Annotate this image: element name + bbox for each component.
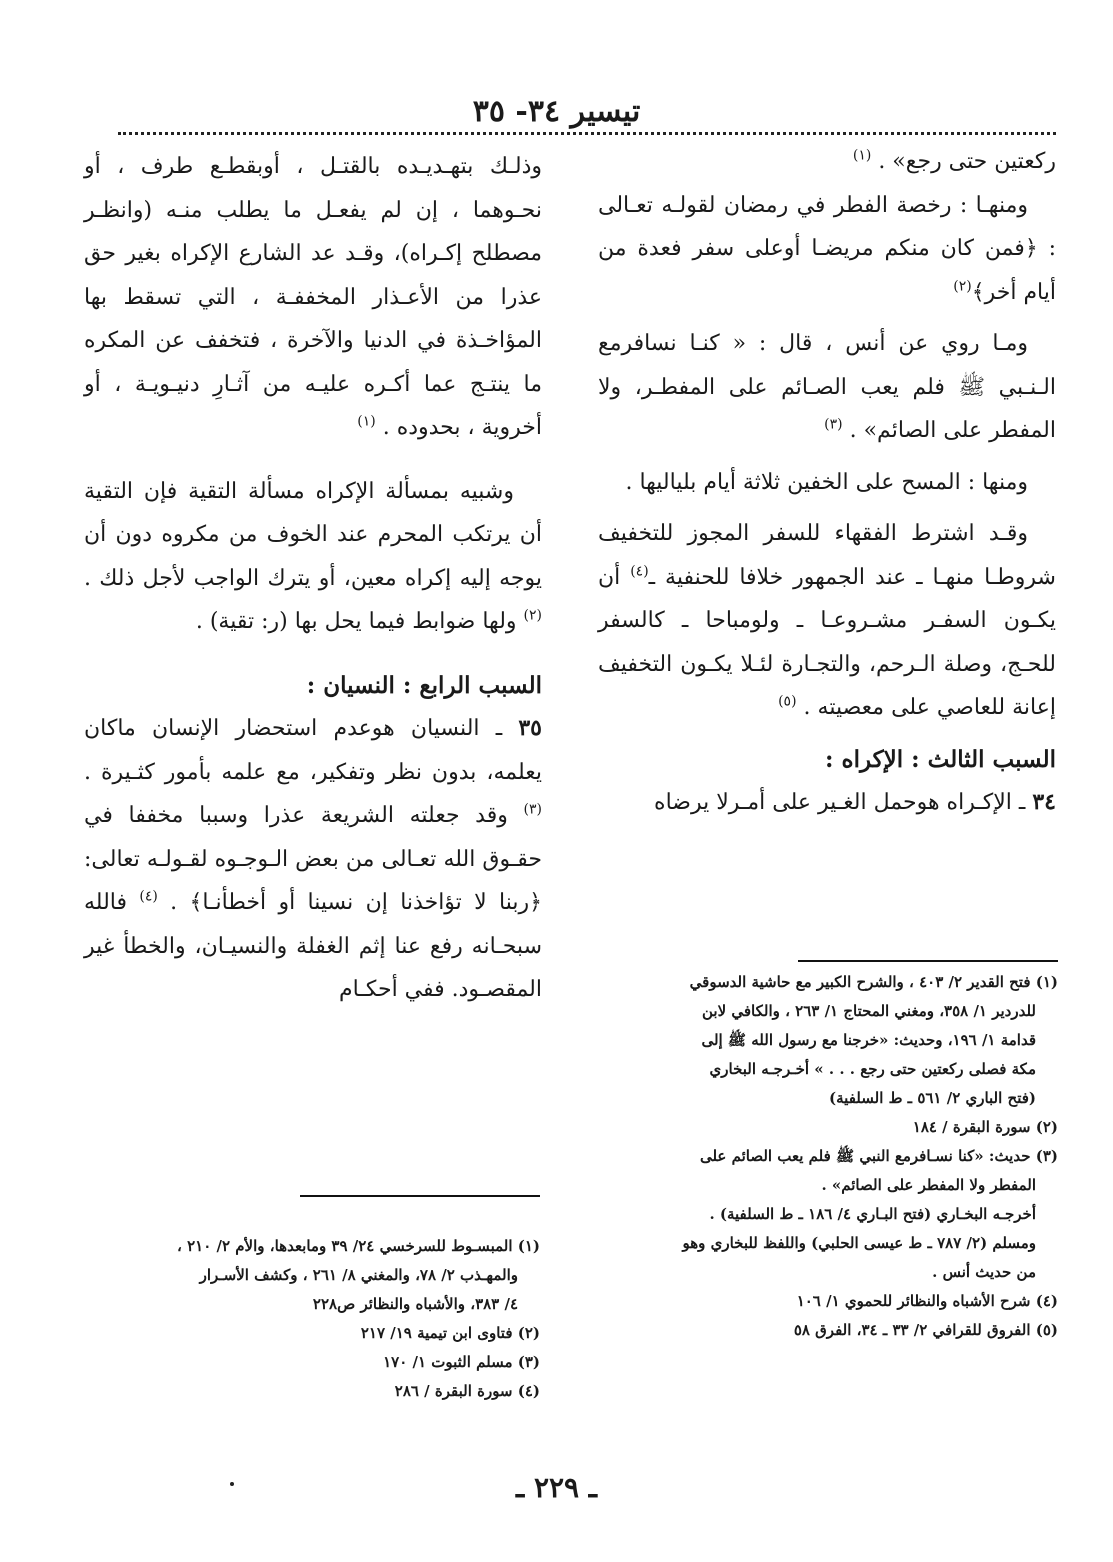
footnote-ref: (٣)	[523, 801, 542, 818]
footnote-rule	[798, 960, 1058, 962]
paragraph: ركعتين حتى رجع» . $^{(١)}$	[852, 147, 1056, 174]
footnote: (١) فتح القدير ٢/ ٤٠٣ ، والشرح الكبير مع حاشية الدسوقي	[689, 973, 1058, 991]
running-header-title: تيسير ٣٤- ٣٥	[472, 94, 641, 129]
paragraph: وشبيه بمسألة الإكراه مسألة التقية فإن التقية أن يرتكب المحرم عند الخوف من مكروه دون أن يوجه إليه إكراه معين، أو يترك الواجب لأجل ذلك . $^{(٢)}$ ولها ضوابط فيما يحل بها (ر: تقية) .	[84, 478, 542, 634]
footnote-ref: (١)	[852, 147, 872, 164]
footnotes-right	[594, 968, 1058, 1345]
footnote: (١) المبسـوط للسرخسي ٢٤/ ٣٩ ومابعدها، والأم ٢/ ٢١٠ ،	[177, 1237, 540, 1255]
paragraph: ٣٤ ـ الإكـراه هوحمل الغـير على أمـرلا يرضاه	[654, 789, 1056, 815]
footnote-ref: (٢)	[953, 278, 972, 295]
page-number: ـ ٢٢٩ ـ	[515, 1471, 598, 1504]
footnote: (٣) مسلم الثبوت ١/ ١٧٠	[383, 1353, 540, 1371]
footnote: (٣) حديث: «كنا نسـافرمع النبي ﷺ فلم يعب الصائم على	[699, 1147, 1058, 1165]
footnote-line: مكة فصلى ركعتين حتى رجع . . . » أخـرجـه البخاري	[709, 1060, 1036, 1078]
footnotes-left	[84, 1232, 540, 1406]
footnote-line: أخرجـه البخـاري (فتح البـاري ٤/ ١٨٦ ـ ط السلفية) .	[709, 1205, 1036, 1223]
footnote-line: للدردير ١/ ٣٥٨، ومغني المحتاج ١/ ٢٦٣ ، والكافي لابن	[702, 1002, 1036, 1020]
footnote-ref: (٥)	[778, 693, 797, 710]
footnote-line: ٤/ ٣٨٣، والأشباه والنظائر ص٢٢٨	[312, 1295, 518, 1313]
footnote-line: قدامة ١/ ١٩٦، وحديث: «خرجنا مع رسول الله ﷺ إلى	[701, 1031, 1036, 1049]
section-heading: السبب الثالث : الإكراه :	[825, 745, 1056, 773]
left-text-column	[84, 145, 542, 1012]
section-heading: السبب الرابع : النسيان :	[306, 671, 542, 699]
footnote-line: ومسلم (٢/ ٧٨٧ ـ ط عيسى الحلبي) واللفظ للبخاري وهو	[682, 1234, 1036, 1252]
footnote: (٢) سورة البقرة / ١٨٤	[912, 1118, 1058, 1136]
footnote: (٤) سورة البقرة / ٢٨٦	[394, 1382, 540, 1400]
paragraph: ٣٥ ـ النسيان هوعدم استحضار الإنسان ماكان يعلمه، بدون نظر وتفكير، مع علمه بأمور كثـيرة . $^{(٣)}$ وقد جعلته الشريعة عذرا وسببا مخففا في حقـوق الله تعـالى من بعض الـوجـوه لقـولـه تعالى: ﴿ربنا لا تؤاخذنا إن نسينا أو أخطأنـا﴾ . $^{(٤)}$ فالله سبحـانه رفع عنا إثم الغفلة والنسيـان، والخطأ غير المقصـود. ففي أحكـام	[84, 715, 542, 1002]
paragraph: وقـد اشترط الفقهاء للسفر المجوز للتخفيف شروطـا منهـا ـ عند الجمهور خلافا للحنفية ـ$^{(٤)}$ أن يكـون السفـر مشـروعـا ـ ولومباحا ـ كالسفر للحـج، وصلة الـرحم، والتجـارة لئـلا يكـون التخفيف إعانة للعاصي على معصيته . $^{(٥)}$	[598, 521, 1056, 720]
footnote: (٤) شرح الأشباه والنظائر للحموي ١/ ١٠٦	[796, 1292, 1058, 1310]
footnote-line: والمهـذب ٢/ ٧٨، والمغني ٨/ ٢٦١ ، وكشف الأسـرار	[199, 1266, 518, 1284]
footnote: (٥) الفروق للقرافي ٢/ ٣٣ ـ ٣٤، الفرق ٥٨	[793, 1321, 1058, 1339]
paragraph: ومنهـا : رخصة الفطر في رمضان لقولـه تعـالى : ﴿فمن كان منكم مريضـا أوعلى سفر فعدة من أيام أخر﴾$^{(٢)}$	[598, 192, 1056, 305]
footnote-ref: (١)	[357, 413, 376, 430]
footnote-ref: (٢)	[523, 607, 542, 624]
paragraph: ومنها : المسح على الخفين ثلاثة أيام بلياليها .	[625, 469, 1028, 495]
footnote-ref: (٤)	[139, 888, 158, 905]
header-dotted-rule	[118, 132, 1056, 135]
footnote-rule	[300, 1195, 540, 1197]
footnote-line: من حديث أنس .	[932, 1263, 1036, 1281]
footnote: (٢) فتاوى ابن تيمية ١٩/ ٢١٧	[360, 1324, 540, 1342]
footnote-line: المفطر ولا المفطر على الصائم» .	[821, 1176, 1036, 1194]
footnote-line: (فتح الباري ٢/ ٥٦١ ـ ط السلفية)	[829, 1089, 1036, 1107]
section-number: ٣٥	[518, 715, 542, 741]
paragraph: وذلـك بتهـديـده بالقتـل ، أوبقطـع طرف ، أو نحـوهما ، إن لم يفعـل ما يطلب منـه (وانظـر مصطلح إكـراه)، وقـد عد الشارع الإكراه بغير حق عذرا من الأعـذار المخففـة ، التي تسقط بها المؤاخـذة في الدنيا والآخرة ، فتخفف عن المكره ما ينتـج عما أكـره عليـه من آثـارِ دنيـويـة ، أو أخروية ، بحدوده . $^{(١)}$	[84, 154, 542, 440]
footnote-ref: (٣)	[824, 416, 843, 433]
footnote-ref: (٤)	[630, 563, 649, 580]
right-text-column	[598, 140, 1056, 825]
paragraph: ومـا روي عن أنس ، قال : « كنـا نسافرمع الـنـبي ﷺ فلم يعب الصـائم على المفطـر، ولا المفطر على الصائم» . $^{(٣)}$	[598, 331, 1056, 443]
section-number: ٣٤	[1032, 789, 1056, 815]
